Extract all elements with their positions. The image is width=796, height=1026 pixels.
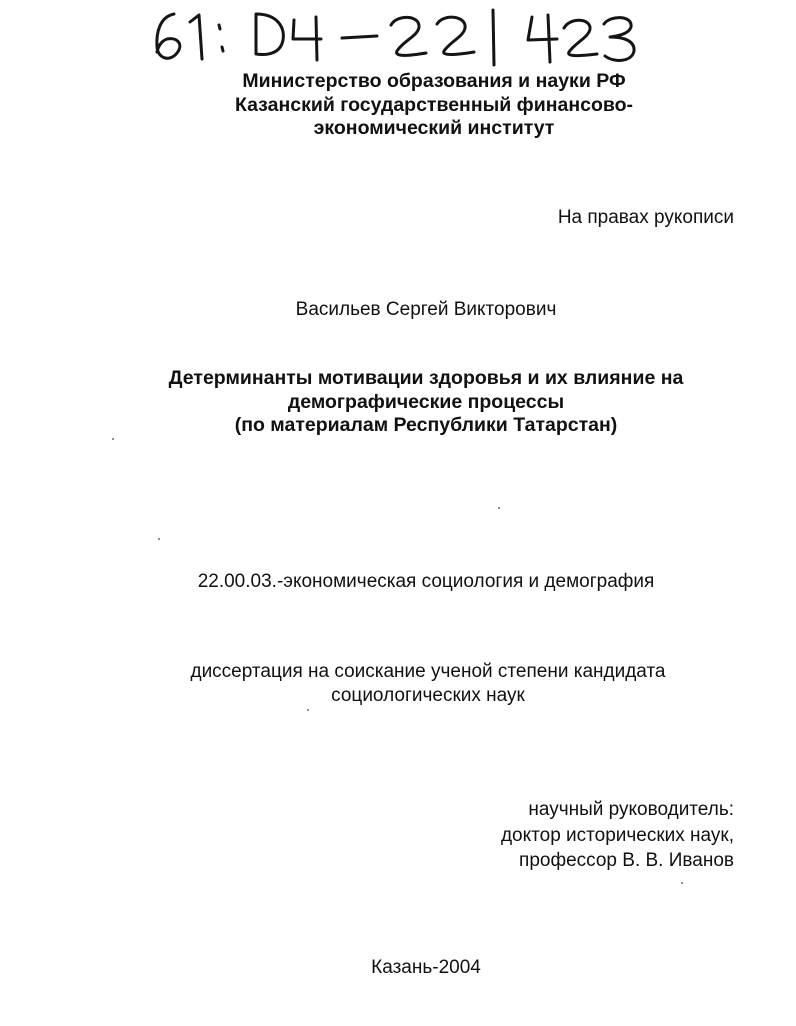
scan-speck <box>158 538 160 540</box>
scientific-supervisor <box>501 797 734 874</box>
scan-speck <box>307 709 309 711</box>
city-and-year: Казань-2004 <box>371 957 481 978</box>
dissertation-title-line-2: демографические процессы <box>287 390 565 413</box>
scan-speck <box>681 882 683 884</box>
institute-name-line-2: экономический институт <box>313 117 555 139</box>
supervisor-degree: доктор исторических наук, <box>500 824 734 846</box>
degree-statement-line-2: социологических наук <box>331 685 525 706</box>
manuscript-rights-note: На правах рукописи <box>557 207 734 228</box>
handwritten-archive-stamp <box>140 2 640 68</box>
author-name: Васильев Сергей Викторович <box>295 299 557 320</box>
institution-header <box>0 70 796 141</box>
dissertation-title-line-1: Детерминанты мотивации здоровья и их влияние на <box>168 367 684 389</box>
scan-speck <box>498 507 500 509</box>
dissertation-title-line-3: (по материалам Республики Татарстан) <box>234 414 618 436</box>
degree-statement-line-1: диссертация на соискание ученой степени кандидата <box>190 661 666 682</box>
supervisor-label: научный руководитель: <box>528 799 734 820</box>
supervisor-name: профессор В. В. Иванов <box>519 850 734 871</box>
degree-statement <box>30 660 796 708</box>
ministry-name: Министерство образования и науки РФ <box>242 70 626 92</box>
institute-name-line-1: Казанский государственный финансово- <box>234 93 634 116</box>
handwritten-stamp-drawing <box>140 2 640 68</box>
dissertation-title <box>28 367 796 438</box>
scan-speck <box>112 438 114 440</box>
specialty-code-and-name: 22.00.03.-экономическая социология и демография <box>197 571 655 592</box>
